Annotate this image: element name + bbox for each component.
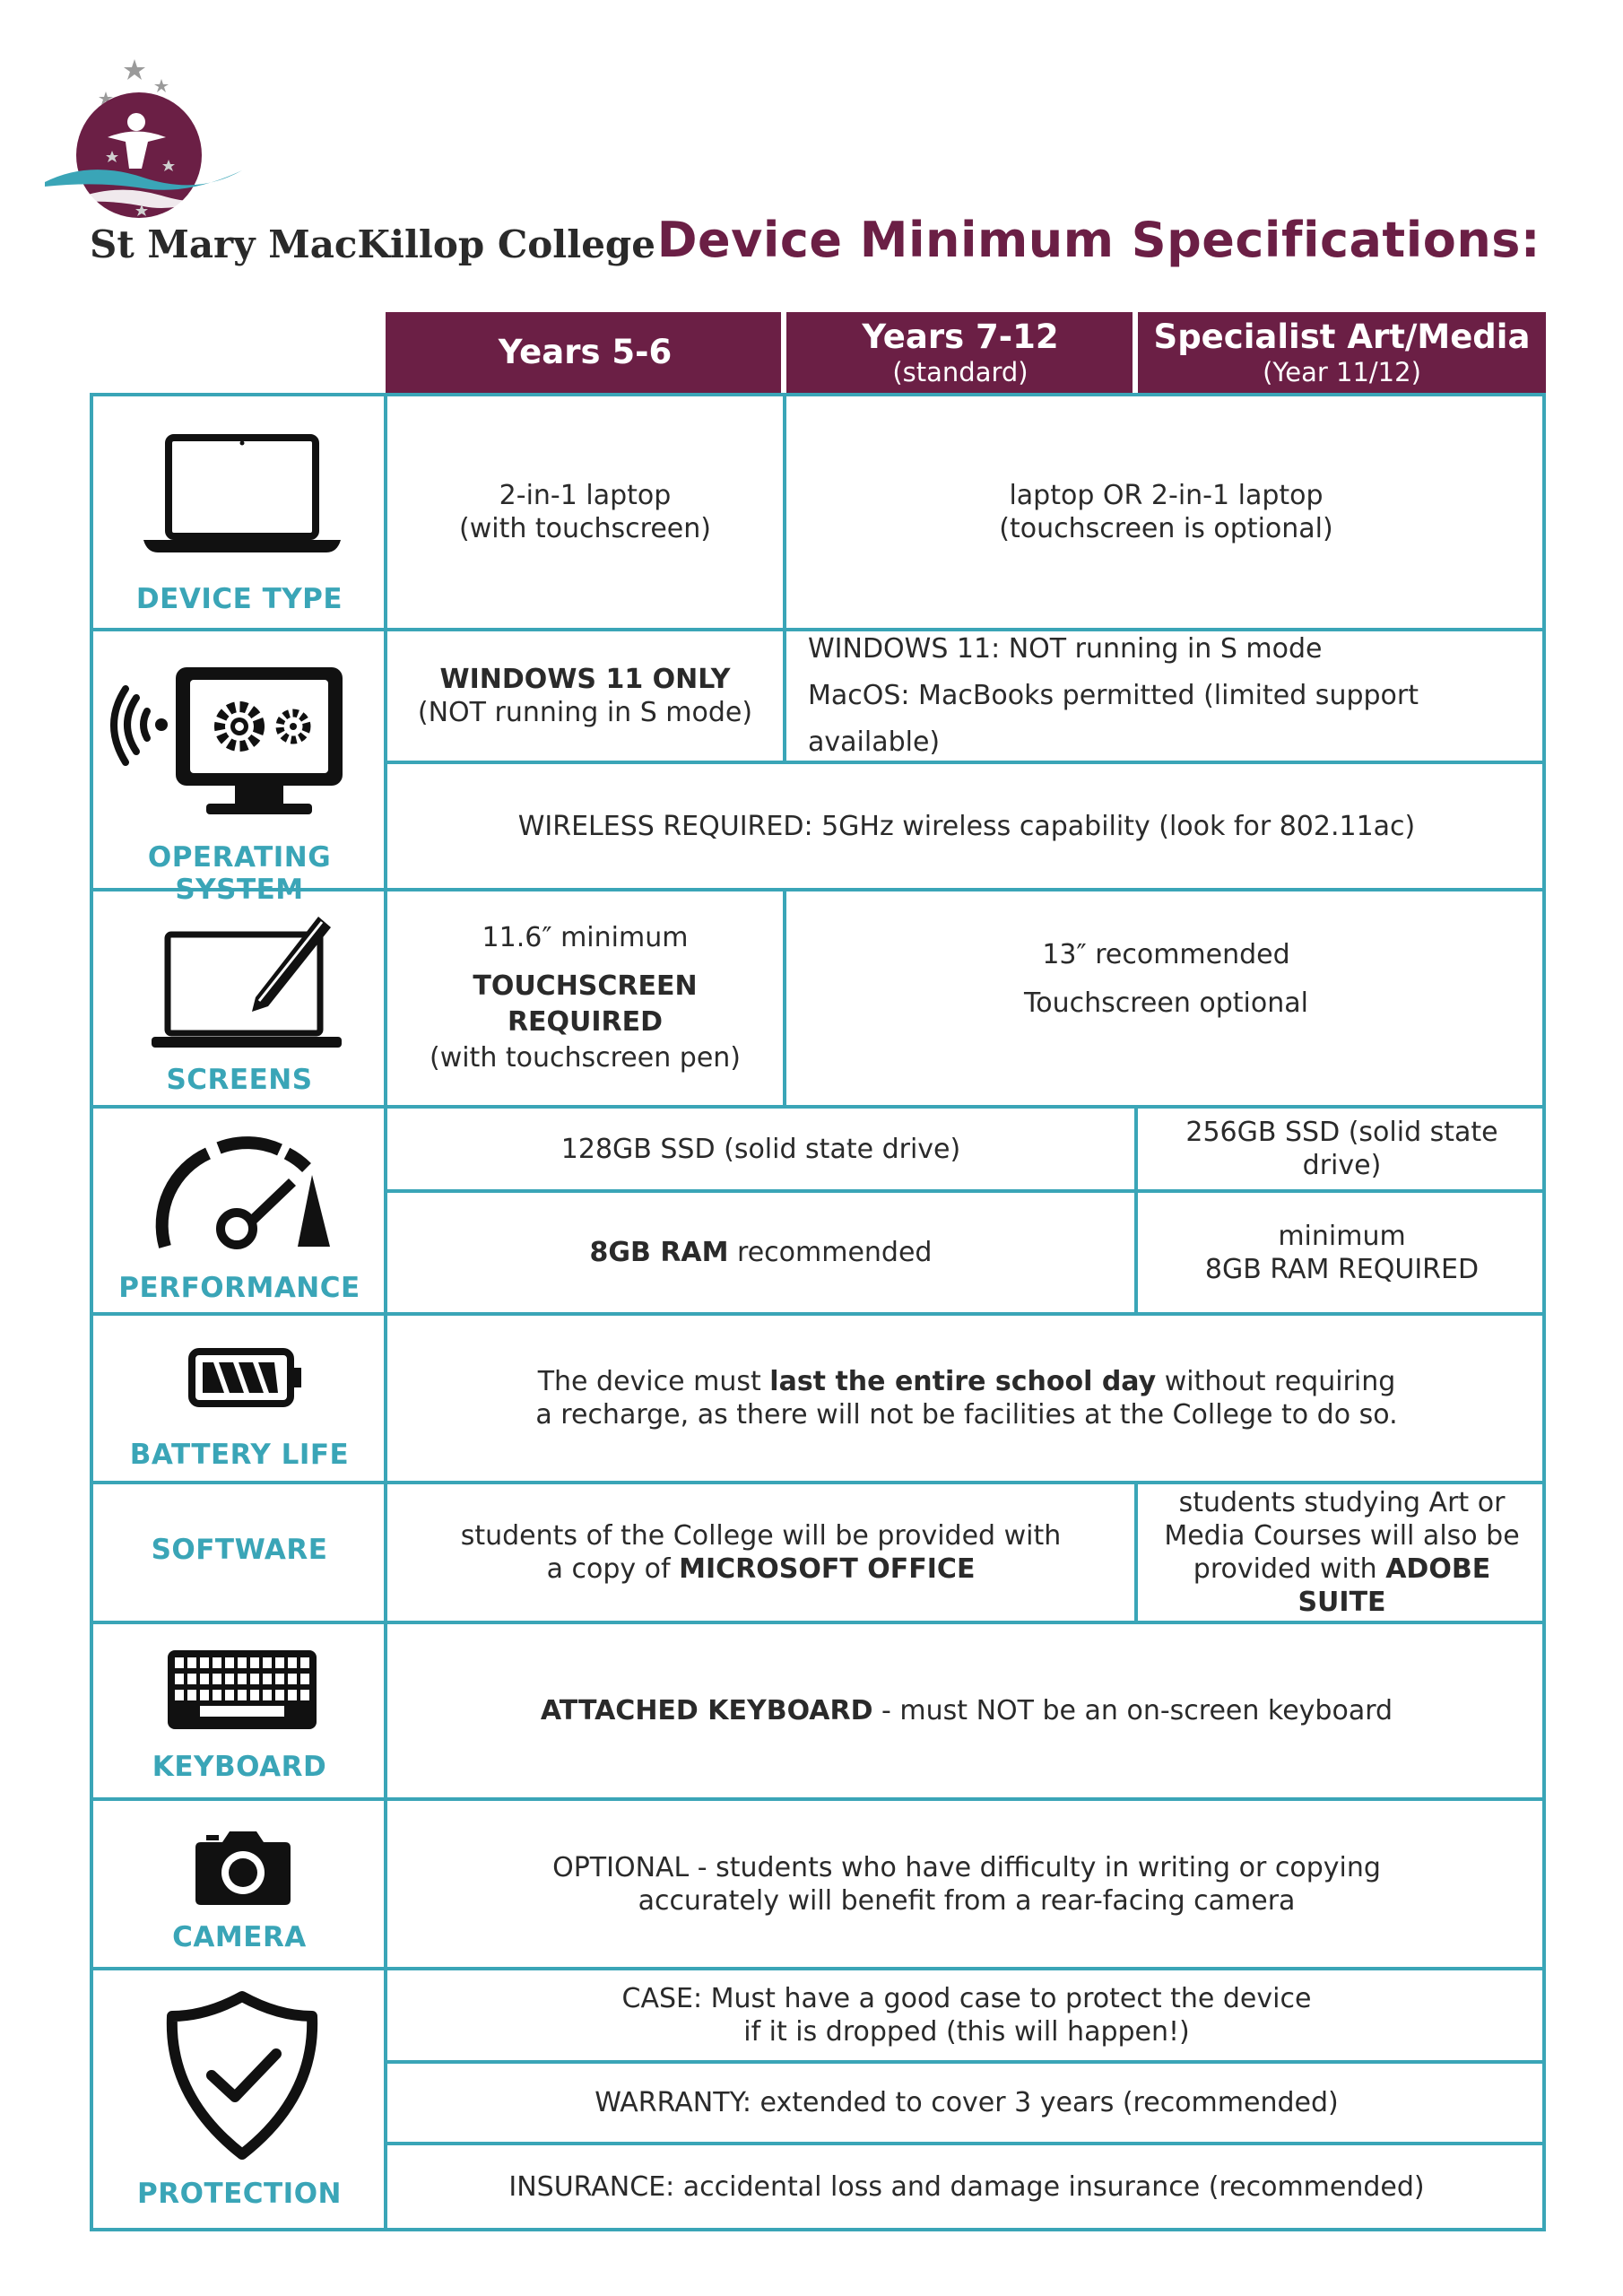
bold-text: ATTACHED KEYBOARD xyxy=(540,1695,873,1726)
college-name: St Mary MacKillop College xyxy=(90,222,656,266)
spec-text: Touchscreen optional xyxy=(1024,987,1308,1019)
spec-text: accurately will benefit from a rear-facing camera xyxy=(638,1884,1296,1917)
os-years-5-6 xyxy=(387,631,783,761)
keyboard-key xyxy=(200,1690,209,1700)
row-label-device-type: DEVICE TYPE xyxy=(135,583,343,615)
row-label-camera: CAMERA xyxy=(172,1921,307,1953)
keyboard-key xyxy=(175,1657,184,1668)
os-years-7-12 xyxy=(786,631,1546,761)
device-type-years-5-6 xyxy=(387,396,783,628)
screens-years-7-12 xyxy=(786,891,1546,1105)
spec-text: WARRANTY: extended to cover 3 years (recommended) xyxy=(595,2087,1339,2118)
spec-text: 13″ recommended xyxy=(1042,939,1290,970)
keyboard-requirement xyxy=(387,1624,1546,1797)
column-title: Years 7-12 xyxy=(862,317,1059,356)
spec-text xyxy=(590,1236,933,1269)
row-label-software: SOFTWARE xyxy=(151,1534,328,1566)
spec-text: recommended xyxy=(728,1237,933,1268)
storage-standard xyxy=(387,1109,1134,1189)
spec-text: (with touchscreen) xyxy=(459,513,711,544)
row-label-keyboard: KEYBOARD xyxy=(152,1751,327,1783)
bold-text: 8GB RAM xyxy=(589,1237,729,1268)
spec-text: students of the College will be provided with xyxy=(460,1520,1062,1552)
keyboard-key xyxy=(288,1674,297,1684)
spec-text: (with touchscreen pen) xyxy=(429,1042,741,1074)
row-label-performance: PERFORMANCE xyxy=(118,1272,360,1304)
keyboard-key xyxy=(250,1690,259,1700)
shield-check-icon xyxy=(161,1989,323,2160)
keyboard-key xyxy=(175,1674,184,1684)
keyboard-key xyxy=(250,1657,259,1668)
bold-text: MICROSOFT OFFICE xyxy=(679,1553,976,1585)
keyboard-icon xyxy=(166,1648,318,1731)
college-logo xyxy=(36,52,242,231)
ram-standard xyxy=(387,1193,1134,1312)
keyboard-spacebar xyxy=(200,1706,284,1717)
protection-insurance xyxy=(387,2145,1546,2228)
spec-text: provided with xyxy=(1193,1553,1386,1585)
spec-text: 2-in-1 laptop xyxy=(499,480,672,511)
spec-text: a recharge, as there will not be facilities at the College to do so. xyxy=(535,1399,1398,1431)
keyboard-key xyxy=(300,1657,309,1668)
spec-text xyxy=(547,1552,976,1586)
spec-text: WINDOWS 11: NOT running in S mode xyxy=(808,633,1323,665)
storage-specialist xyxy=(1138,1109,1546,1189)
bold-text: last the entire school day xyxy=(769,1366,1157,1397)
keyboard-key xyxy=(200,1657,209,1668)
column-title: Specialist Art/Media xyxy=(1153,317,1531,356)
software-specialist xyxy=(1138,1484,1546,1621)
keyboard-key xyxy=(238,1657,247,1668)
keyboard-key xyxy=(187,1657,196,1668)
screens-years-5-6 xyxy=(387,891,783,1105)
spec-text: Media Courses will also be xyxy=(1164,1520,1520,1552)
keyboard-key xyxy=(275,1674,284,1684)
spec-text: - must NOT be an on-screen keyboard xyxy=(872,1695,1393,1726)
row-label-battery-life: BATTERY LIFE xyxy=(129,1439,350,1471)
keyboard-key xyxy=(200,1674,209,1684)
keyboard-key xyxy=(238,1674,247,1684)
laptop-icon xyxy=(143,430,341,565)
spec-text xyxy=(538,1365,1396,1398)
spec-text: minimum xyxy=(1278,1220,1406,1252)
column-header-specialist xyxy=(1138,312,1546,393)
spec-text: if it is dropped (this will happen!) xyxy=(743,2016,1190,2048)
column-title: Years 5-6 xyxy=(498,333,673,371)
keyboard-key xyxy=(263,1690,272,1700)
spec-text xyxy=(1147,1552,1537,1619)
keyboard-key xyxy=(263,1657,272,1668)
spec-text: students studying Art or xyxy=(1178,1487,1506,1518)
star-icon xyxy=(124,59,145,80)
keyboard-key xyxy=(213,1674,221,1684)
os-wireless xyxy=(387,764,1546,888)
spec-text: 8GB RAM REQUIRED xyxy=(1204,1253,1480,1285)
column-subtitle: (standard) xyxy=(892,357,1028,387)
spec-text: 256GB SSD (solid state drive) xyxy=(1185,1117,1498,1181)
column-header-years-7-12 xyxy=(786,312,1134,393)
keyboard-key xyxy=(175,1690,184,1700)
bold-text: ADOBE SUITE xyxy=(1298,1553,1491,1618)
keyboard-key xyxy=(275,1690,284,1700)
spec-text: laptop OR 2-in-1 laptop xyxy=(1009,480,1324,511)
row-label-protection: PROTECTION xyxy=(137,2178,342,2210)
keyboard-key xyxy=(288,1690,297,1700)
row-label-screens: SCREENS xyxy=(166,1064,313,1096)
spec-text: 11.6″ minimum xyxy=(482,922,689,953)
keyboard-key xyxy=(213,1690,221,1700)
camera-requirement xyxy=(387,1801,1546,1967)
keyboard-key xyxy=(300,1674,309,1684)
spec-text: WINDOWS 11 ONLY xyxy=(439,664,731,695)
battery-icon xyxy=(188,1348,305,1407)
keyboard-key xyxy=(187,1690,196,1700)
spec-text: 128GB SSD (solid state drive) xyxy=(560,1133,961,1165)
column-header-years-5-6 xyxy=(386,312,785,393)
keyboard-key xyxy=(225,1674,234,1684)
page-title: Device Minimum Specifications: xyxy=(656,212,1541,268)
spec-text: INSURANCE: accidental loss and damage insurance (recommended) xyxy=(508,2170,1425,2203)
spec-text: CASE: Must have a good case to protect the device xyxy=(621,1983,1312,2014)
keyboard-key xyxy=(288,1657,297,1668)
keyboard-key xyxy=(238,1690,247,1700)
keyboard-key xyxy=(187,1674,196,1684)
star-icon xyxy=(154,79,169,92)
tablet-pen-icon xyxy=(148,908,345,1051)
battery-requirement xyxy=(387,1316,1546,1481)
spec-text: a copy of xyxy=(546,1553,680,1585)
camera-icon xyxy=(194,1828,292,1905)
spec-text: (NOT running in S mode) xyxy=(417,697,753,728)
wireless-monitor-settings-icon xyxy=(100,662,352,823)
spec-text: OPTIONAL - students who have difficulty in writing or copying xyxy=(552,1851,1381,1883)
spec-text: TOUCHSCREEN REQUIRED xyxy=(473,970,698,1038)
keyboard-key xyxy=(300,1690,309,1700)
spec-text xyxy=(541,1694,1393,1727)
keyboard-key xyxy=(225,1657,234,1668)
keyboard-key xyxy=(275,1657,284,1668)
protection-case xyxy=(387,1970,1546,2060)
keyboard-key xyxy=(225,1690,234,1700)
protection-warranty xyxy=(387,2064,1546,2142)
spec-text: MacOS: MacBooks permitted (limited support available) xyxy=(808,680,1419,758)
keyboard-key xyxy=(263,1674,272,1684)
software-standard xyxy=(387,1484,1134,1621)
spec-text: The device must xyxy=(537,1366,770,1397)
ram-specialist xyxy=(1138,1193,1546,1312)
keyboard-key xyxy=(213,1657,221,1668)
spec-text: (touchscreen is optional) xyxy=(999,513,1333,544)
row-label-operating-system: OPERATING SYSTEM xyxy=(147,841,332,906)
spec-text: without requiring xyxy=(1156,1366,1396,1397)
column-subtitle: (Year 11/12) xyxy=(1263,357,1421,387)
spec-text: WIRELESS REQUIRED: 5GHz wireless capability (look for 802.11ac) xyxy=(517,810,1416,842)
speedometer-icon xyxy=(154,1132,334,1257)
keyboard-key xyxy=(250,1674,259,1684)
device-type-years-7-12 xyxy=(786,396,1546,628)
